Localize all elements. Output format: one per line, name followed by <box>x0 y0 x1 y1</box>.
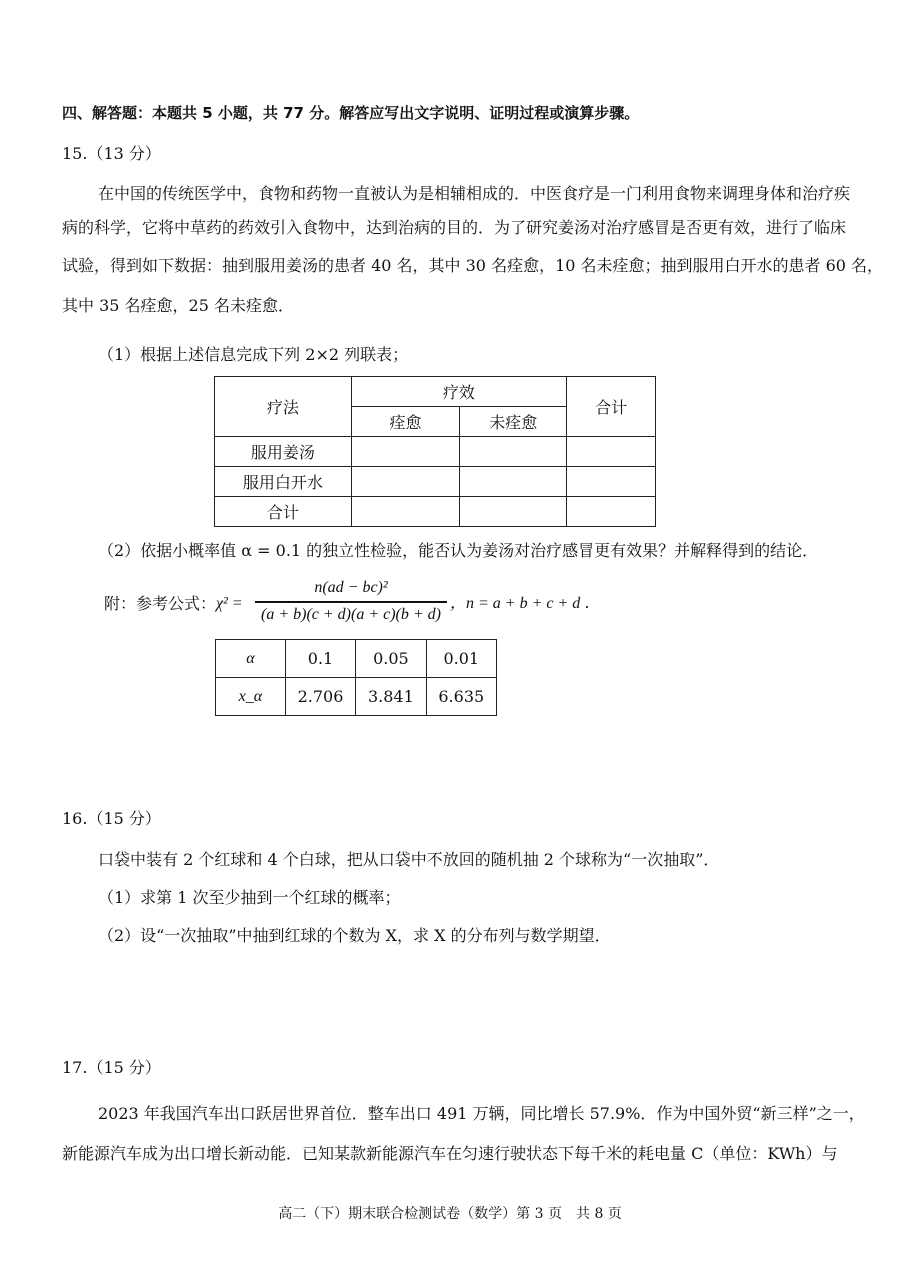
q17-line: 新能源汽车成为出口增长新动能．已知某款新能源汽车在匀速行驶状态下每千米的耗电量 C（单位：KWh）与 <box>62 1144 838 1163</box>
blank-cell <box>351 437 460 467</box>
q17-line: 2023 年我国汽车出口跃居世界首位．整车出口 491 万辆，同比增长 57.9%．作为中国外贸“新三样”之一， <box>98 1104 865 1123</box>
blank-cell <box>460 437 567 467</box>
blank-cell <box>460 497 567 527</box>
q17-number: 17.（15 分） <box>62 1058 161 1077</box>
blank-cell <box>567 467 656 497</box>
alpha-value: 0.1 <box>285 640 355 678</box>
formula-lhs: χ² = <box>216 595 243 612</box>
x-alpha-value: 6.635 <box>426 678 496 716</box>
contingency-table <box>214 376 656 527</box>
blank-cell <box>351 467 460 497</box>
page-footer: 高二（下）期末联合检测试卷（数学）第 3 页 共 8 页 <box>278 1206 622 1222</box>
row-label-total: 合计 <box>215 497 352 527</box>
header-not-cured: 未痊愈 <box>460 407 567 437</box>
q16-part2: （2）设“一次抽取”中抽到红球的个数为 X，求 X 的分布列与数学期望． <box>98 926 611 945</box>
q16-part1: （1）求第 1 次至少抽到一个红球的概率； <box>98 888 401 907</box>
q15-number: 15.（13 分） <box>62 144 161 163</box>
blank-cell <box>567 437 656 467</box>
q15-part1: （1）根据上述信息完成下列 2×2 列联表； <box>98 345 409 364</box>
header-effect: 疗效 <box>351 377 567 407</box>
formula-tail: ，n = a + b + c + d ． <box>450 595 601 612</box>
q15-para-line: 试验，得到如下数据：抽到服用姜汤的患者 40 名，其中 30 名痊愈，10 名未痊愈；抽到服用白开水的患者 60 名， <box>62 256 884 275</box>
alpha-value: 0.01 <box>426 640 496 678</box>
formula-numerator: n(ad − bc)² <box>314 579 388 596</box>
alpha-value: 0.05 <box>356 640 426 678</box>
row-label-ginger: 服用姜汤 <box>215 437 352 467</box>
q16-number: 16.（15 分） <box>62 809 161 828</box>
blank-cell <box>460 467 567 497</box>
header-cured: 痊愈 <box>351 407 460 437</box>
q15-para-line: 其中 35 名痊愈，25 名未痊愈． <box>62 296 294 315</box>
header-method: 疗法 <box>215 377 352 437</box>
section-heading: 四、解答题：本题共 5 小题，共 77 分。解答应写出文字说明、证明过程或演算步骤。 <box>62 104 640 122</box>
blank-cell <box>351 497 460 527</box>
fraction-bar <box>255 601 447 603</box>
x-alpha-label: x_α <box>216 678 286 716</box>
q16-stem: 口袋中装有 2 个红球和 4 个白球，把从口袋中不放回的随机抽 2 个球称为“一次抽取”． <box>98 850 720 869</box>
q15-para-line: 病的科学，它将中草药的药效引入食物中，达到治病的目的．为了研究姜汤对治疗感冒是否更有效，进行了临床 <box>62 218 847 237</box>
x-alpha-value: 3.841 <box>356 678 426 716</box>
row-label-water: 服用白开水 <box>215 467 352 497</box>
q15-para-line: 在中国的传统医学中，食物和药物一直被认为是相辅相成的．中医食疗是一门利用食物来调理身体和治疗疾 <box>98 184 851 203</box>
critical-value-table <box>215 639 497 716</box>
x-alpha-value: 2.706 <box>285 678 355 716</box>
formula-denominator: (a + b)(c + d)(a + c)(b + d) <box>260 606 441 623</box>
blank-cell <box>567 497 656 527</box>
q15-part2: （2）依据小概率值 α = 0.1 的独立性检验，能否认为姜汤对治疗感冒更有效果？并解释得到的结论． <box>98 541 819 560</box>
alpha-label: α <box>216 640 286 678</box>
ref-prefix: 附：参考公式： <box>104 594 217 613</box>
header-total: 合计 <box>567 377 656 437</box>
